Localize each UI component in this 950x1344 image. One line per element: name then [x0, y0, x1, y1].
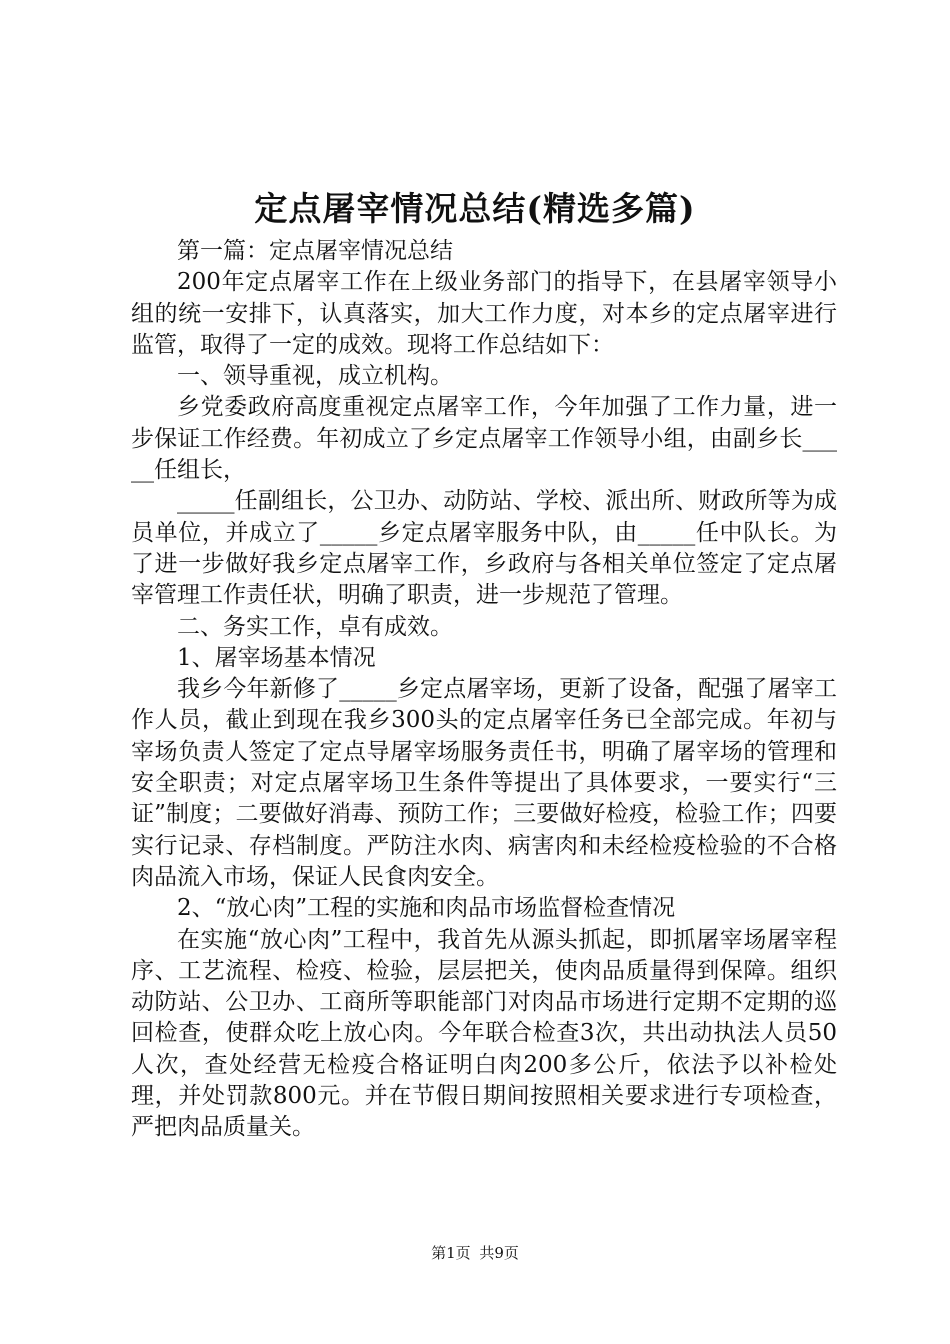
- page-footer: 第1页 共9页: [431, 1244, 519, 1262]
- subsection-heading: 1、屠宰场基本情况: [177, 644, 376, 671]
- section-heading: 二、务实工作，卓有成效。: [177, 613, 453, 640]
- section-heading: 一、领导重视，成立机构。: [177, 363, 453, 390]
- paragraph: _____任副组长，公卫办、动防站、学校、派出所、财政所等为成员单位，并成立了_____乡定点屠宰服务中队，由_____任中队长。为了进一步做好我乡定点屠宰工作，乡政府与各相关单位签定了定点屠宰管理工作责任状，明确了职责，进一步规范了管理。: [131, 488, 837, 609]
- paragraph: 我乡今年新修了_____乡定点屠宰场，更新了设备，配强了屠宰工作人员，截止到现在我乡300头的定点屠宰任务已全部完成。年初与宰场负责人签定了定点导屠宰场服务责任书，明确了屠宰场的管理和安全职责；对定点屠宰场卫生条件等提出了具体要求，一要实行“三证”制度；二要做好消毒、预防工作；三要做好检疫，检验工作；四要实行记录、存档制度。严防注水肉、病害肉和未经检疫检验的不合格肉品流入市场，保证人民食肉安全。: [131, 676, 837, 890]
- paragraph: 乡党委政府高度重视定点屠宰工作，今年加强了工作力量，进一步保证工作经费。年初成立了乡定点屠宰工作领导小组，由副乡长_____任组长，: [131, 394, 837, 484]
- paragraph: 在实施“放心肉”工程中，我首先从源头抓起，即抓屠宰场屠宰程序、工艺流程、检疫、检验，层层把关，使肉品质量得到保障。组织动防站、公卫办、工商所等职能部门对肉品市场进行定期不定期的巡回检查，使群众吃上放心肉。今年联合检查3次，共出动执法人员50人次，查处经营无检疫合格证明白肉200多公斤，依法予以补检处理，并处罚款800元。并在节假日期间按照相关要求进行专项检查，严把肉品质量关。: [131, 926, 837, 1141]
- document-title: 定点屠宰情况总结(精选多篇): [254, 189, 696, 228]
- section-heading: 第一篇：定点屠宰情况总结: [177, 238, 453, 264]
- paragraph: 200年定点屠宰工作在上级业务部门的指导下，在县屠宰领导小组的统一安排下，认真落实，加大工作力度，对本乡的定点屠宰进行监管，取得了一定的成效。现将工作总结如下：: [131, 269, 837, 358]
- subsection-heading: 2、“放心肉”工程的实施和肉品市场监督检查情况: [177, 895, 676, 922]
- document-body: [131, 236, 837, 1144]
